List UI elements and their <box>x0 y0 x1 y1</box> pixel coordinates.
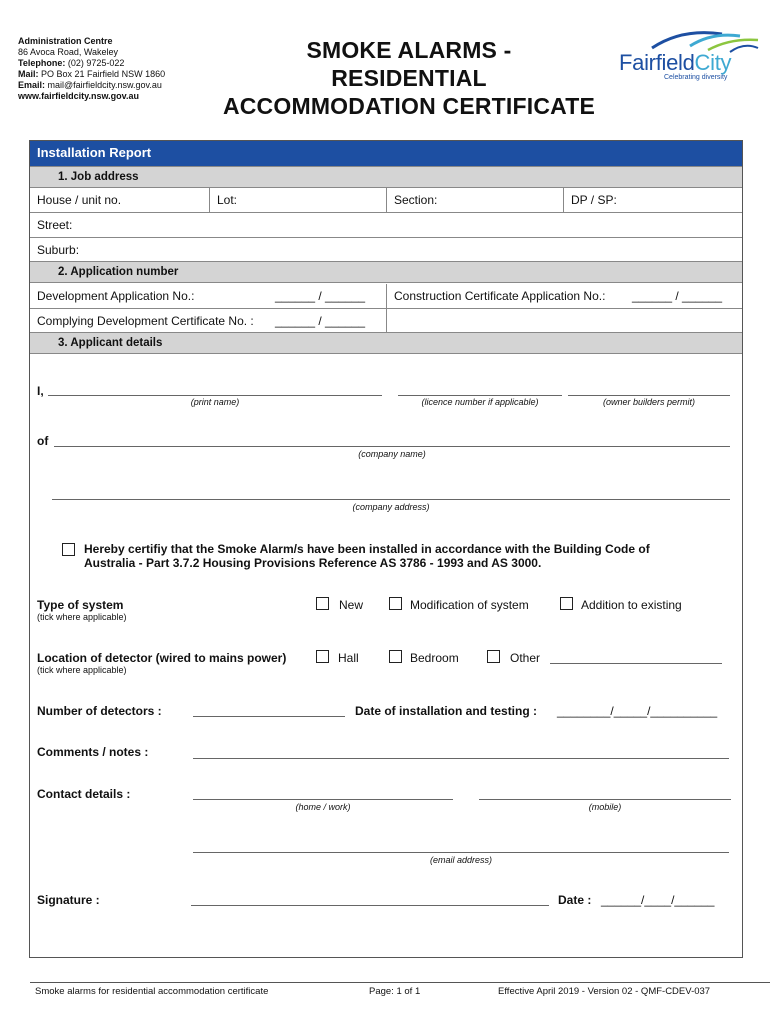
other-label: Other <box>510 651 541 665</box>
hall-checkbox[interactable] <box>316 650 329 663</box>
hall-label: Hall <box>338 651 359 665</box>
print-name-line[interactable] <box>48 395 382 396</box>
email-line-field[interactable] <box>193 852 729 853</box>
installation-report-form <box>29 140 743 958</box>
section-job-address: 1. Job address <box>30 166 742 188</box>
cc-field[interactable]: Construction Certificate Application No.: ______ / ______ <box>394 289 723 303</box>
cdc-field[interactable]: Complying Development Certificate No. : ______ / ______ <box>30 309 387 333</box>
application-row-1 <box>30 284 742 309</box>
council-address-block <box>18 36 165 102</box>
signature-label: Signature : <box>37 893 100 907</box>
owner-permit-caption: (owner builders permit) <box>602 397 696 407</box>
org-name: Administration Centre <box>18 36 113 46</box>
owner-permit-line[interactable] <box>568 395 730 396</box>
print-name-caption: (print name) <box>190 397 240 407</box>
mobile-line[interactable] <box>479 799 731 800</box>
footer-divider <box>30 982 770 983</box>
section-applicant-details: 3. Applicant details <box>30 332 742 354</box>
new-label: New <box>339 598 364 612</box>
signature-date-blank[interactable]: ______/____/______ <box>601 893 715 907</box>
installation-date-label: Date of installation and testing : <box>355 704 538 718</box>
mail-line: Mail: PO Box 21 Fairfield NSW 1860 <box>18 69 166 79</box>
company-address-caption: (company address) <box>352 502 430 512</box>
section-application-number: 2. Application number <box>30 261 742 283</box>
location-label: Location of detector (wired to mains power) <box>37 651 287 665</box>
signature-date-label: Date : <box>558 893 592 907</box>
modification-checkbox[interactable] <box>389 597 402 610</box>
email-line: Email: mail@fairfieldcity.nsw.gov.au <box>18 80 162 90</box>
number-of-detectors-line[interactable] <box>193 716 345 717</box>
home-work-caption: (home / work) <box>295 802 351 812</box>
home-work-line[interactable] <box>193 799 453 800</box>
page-title: SMOKE ALARMS - RESIDENTIAL ACCOMMODATION CERTIFICATE <box>222 37 596 119</box>
company-address-line[interactable] <box>52 499 730 500</box>
licence-line[interactable] <box>398 395 562 396</box>
addition-checkbox[interactable] <box>560 597 573 610</box>
number-of-detectors-label: Number of detectors : <box>37 704 162 718</box>
certify-checkbox[interactable] <box>62 543 75 556</box>
house-unit-field[interactable]: House / unit no. <box>30 188 210 212</box>
signature-line[interactable] <box>191 905 549 906</box>
bedroom-checkbox[interactable] <box>389 650 402 663</box>
suburb-field[interactable]: Suburb: <box>37 243 80 257</box>
type-of-system-label: Type of system <box>37 598 124 612</box>
footer-document-name: Smoke alarms for residential accommodation certificate <box>35 986 269 997</box>
company-name-line[interactable] <box>54 446 730 447</box>
dp-sp-field[interactable]: DP / SP: <box>571 193 617 207</box>
job-address-row <box>30 188 742 213</box>
website: www.fairfieldcity.nsw.gov.au <box>18 91 140 101</box>
addition-label: Addition to existing <box>581 598 682 612</box>
certify-text-2: Australia - Part 3.7.2 Housing Provisions Reference AS 3786 - 1993 and AS 3000. <box>84 556 542 570</box>
suburb-row <box>30 238 742 263</box>
telephone-line: Telephone: (02) 9725-022 <box>18 58 125 68</box>
logo-tagline: Celebrating diversity <box>664 74 728 81</box>
da-field[interactable]: Development Application No.: ______ / ______ <box>30 284 387 308</box>
mobile-caption: (mobile) <box>588 802 622 812</box>
email-caption: (email address) <box>429 855 493 865</box>
da-blank: ______ / ______ <box>275 289 366 303</box>
tick-hint-location: (tick where applicable) <box>37 665 127 675</box>
company-name-caption: (company name) <box>358 449 426 459</box>
application-row-2 <box>30 309 742 334</box>
other-line[interactable] <box>550 663 722 664</box>
cc-blank: ______ / ______ <box>632 289 723 303</box>
section-field[interactable]: Section: <box>387 188 564 212</box>
lot-field[interactable]: Lot: <box>210 188 387 212</box>
tick-hint-type: (tick where applicable) <box>37 612 127 622</box>
street-field[interactable]: Street: <box>37 218 73 232</box>
footer-version: Effective April 2019 - Version 02 - QMF-CDEV-037 <box>498 986 711 997</box>
contact-label: Contact details : <box>37 787 131 801</box>
new-checkbox[interactable] <box>316 597 329 610</box>
street-address: 86 Avoca Road, Wakeley <box>18 47 119 57</box>
footer-page-number: Page: 1 of 1 <box>369 986 421 997</box>
fairfield-city-logo <box>612 26 760 86</box>
installation-date-blank[interactable]: ________/_____/__________ <box>557 704 718 718</box>
comments-label: Comments / notes : <box>37 745 149 759</box>
of-label: of <box>37 434 49 448</box>
comments-line[interactable] <box>193 758 729 759</box>
empty-cell <box>387 309 742 333</box>
modification-label: Modification of system <box>410 598 529 612</box>
logo-wordmark: FairfieldCity <box>619 50 732 75</box>
cdc-blank: ______ / ______ <box>275 314 366 328</box>
certify-text-1: Hereby certifiy that the Smoke Alarm/s have been installed in accordance with the Building Code of <box>84 542 650 556</box>
i-label: I, <box>37 384 44 398</box>
form-header-bar: Installation Report <box>30 141 742 166</box>
street-row <box>30 213 742 238</box>
other-checkbox[interactable] <box>487 650 500 663</box>
bedroom-label: Bedroom <box>410 651 459 665</box>
licence-caption: (licence number if applicable) <box>421 397 539 407</box>
